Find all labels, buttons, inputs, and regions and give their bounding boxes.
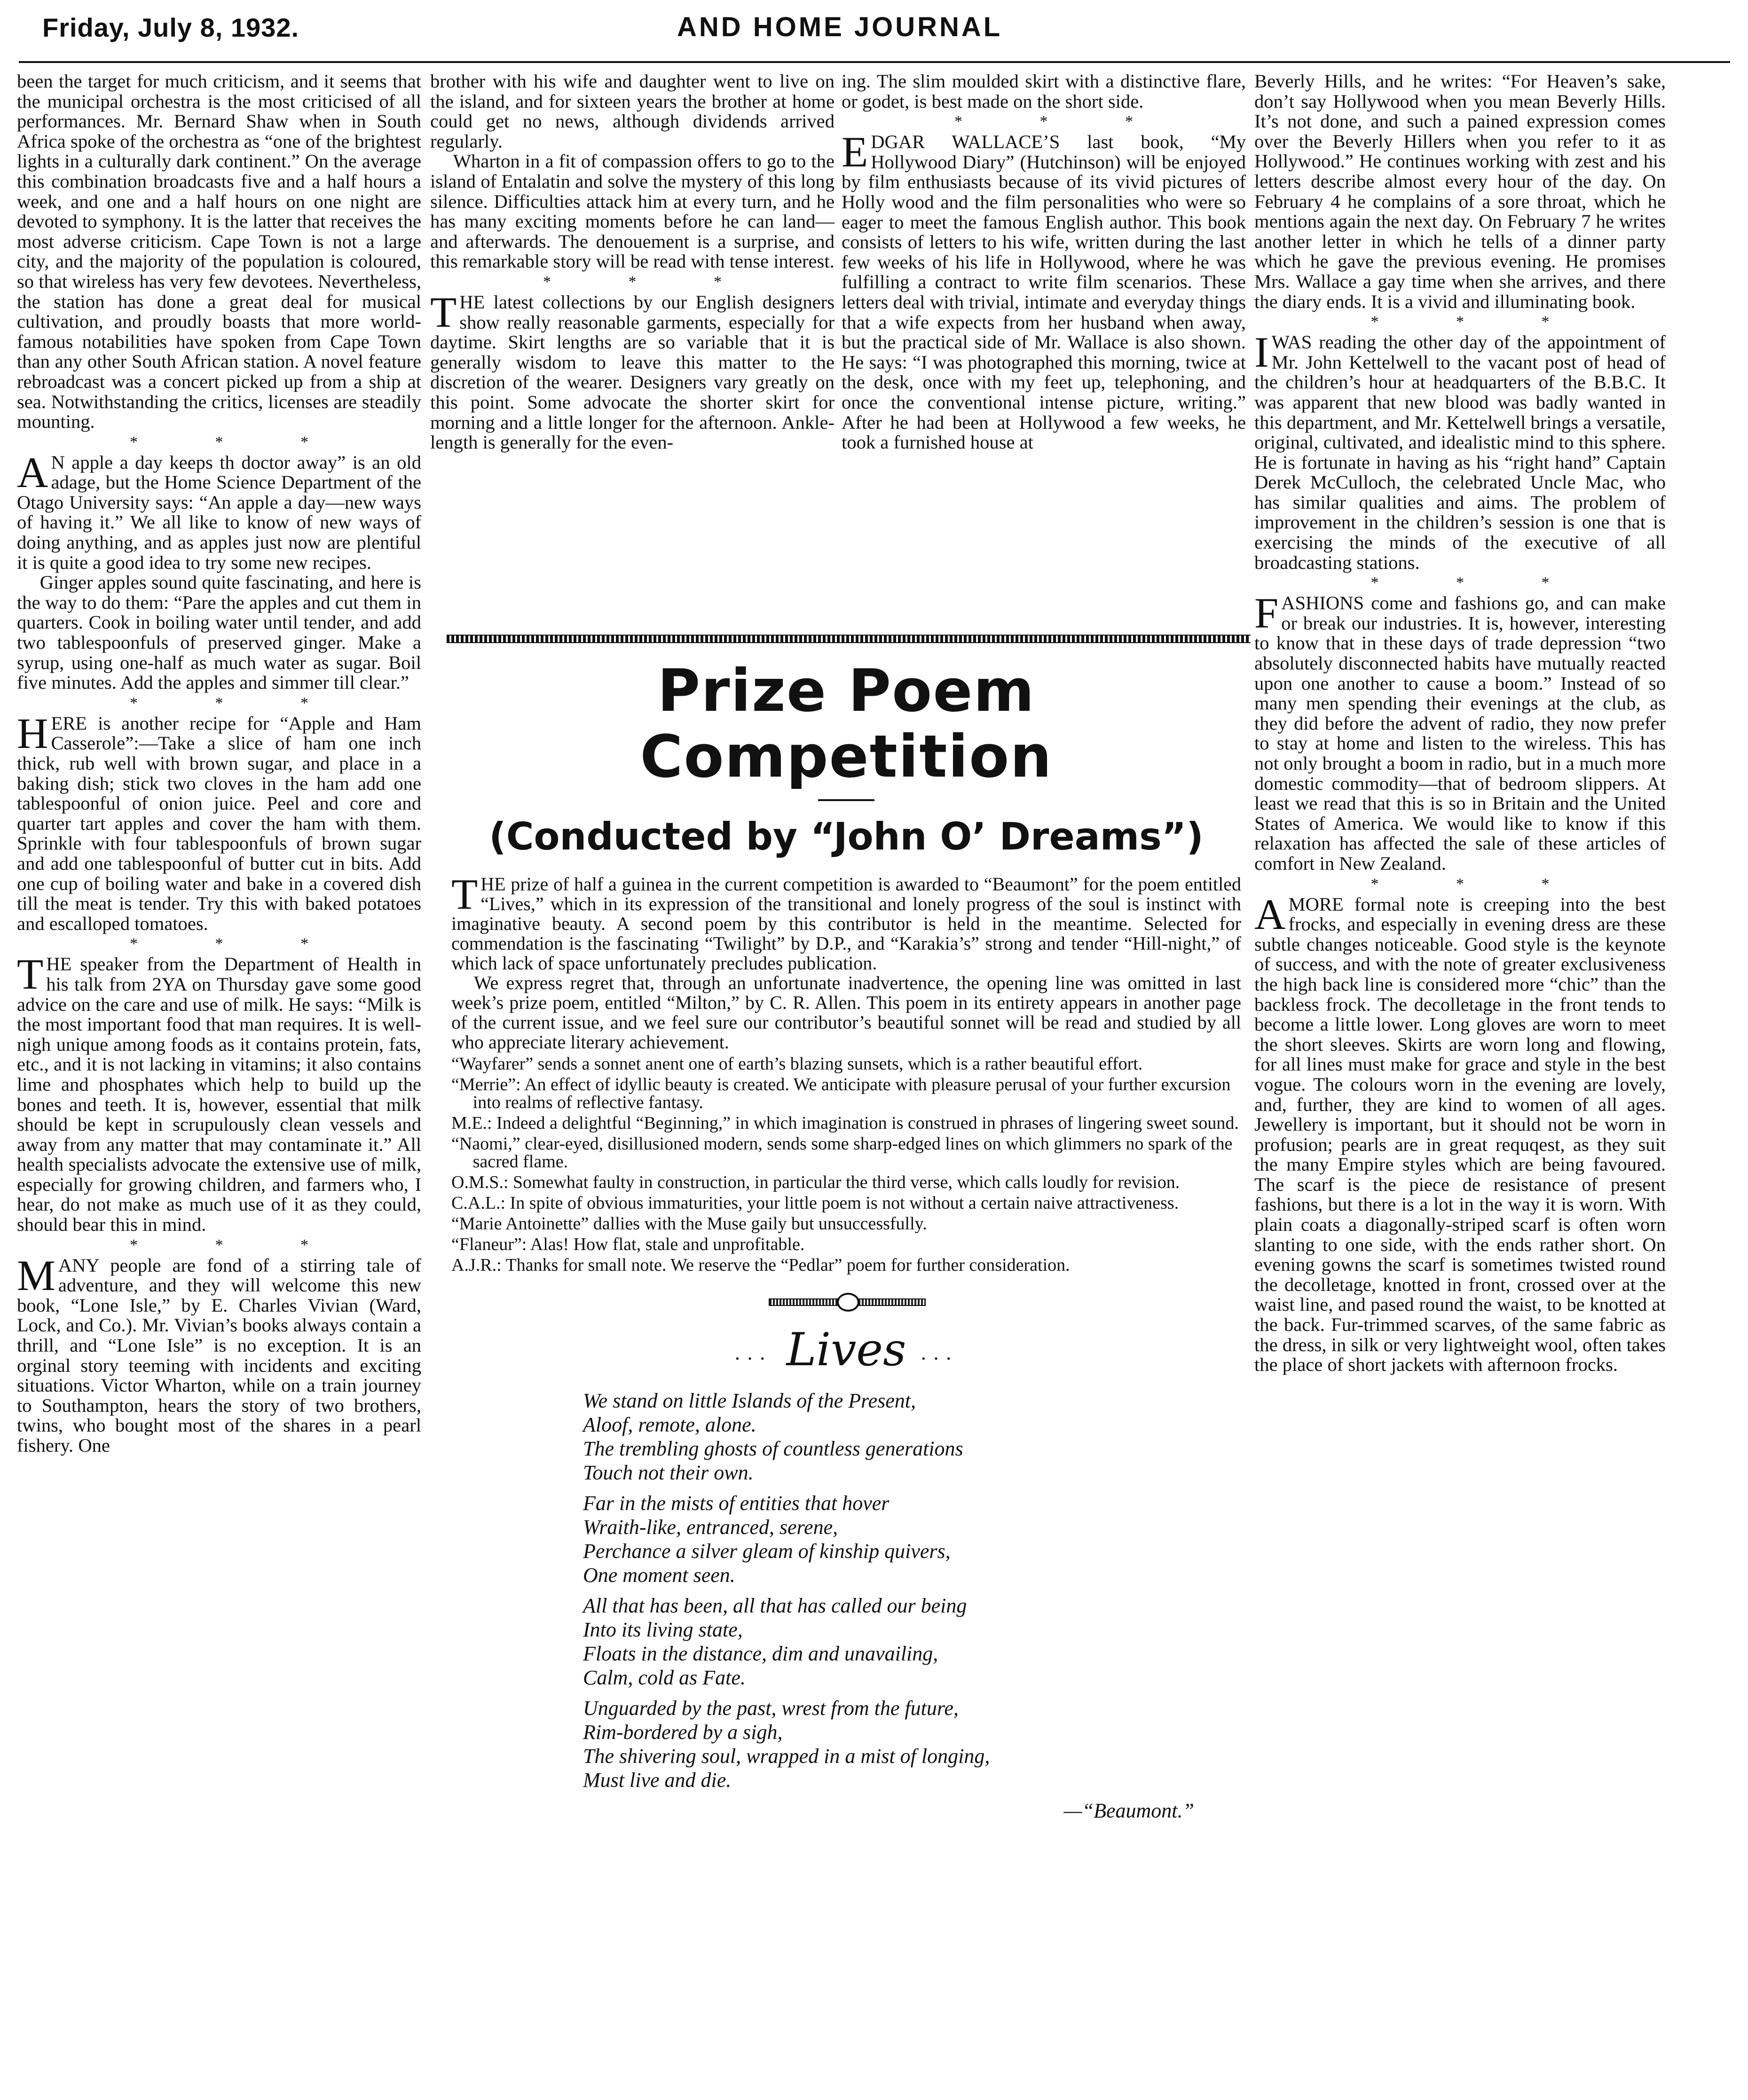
title-dots: ... — [734, 1343, 772, 1364]
article-milk — [17, 950, 421, 1235]
section-divider: * * * — [954, 113, 1170, 131]
poem-line: Aloof, remote, alone. — [583, 1413, 756, 1436]
poem-line: Touch not their own. — [583, 1461, 754, 1484]
critique-item: O.M.S.: Somewhat faulty in construction, in particular the third verse, which calls loudly for revision. — [451, 1172, 1180, 1192]
poem-signature: —“Beaumont.” — [1063, 1799, 1194, 1822]
drop-cap: I — [1254, 328, 1269, 377]
poem-line: Perchance a silver gleam of kinship quivers, — [583, 1540, 951, 1563]
drop-cap: F — [1254, 589, 1279, 637]
section-divider: * * * — [130, 694, 345, 712]
poem-line: Rim-bordered by a sigh, — [583, 1721, 783, 1744]
section-divider: * * * — [543, 273, 758, 291]
poem-line: We stand on little Islands of the Present, — [583, 1389, 916, 1412]
article-casserole-text: ERE is another recipe for “Apple and Ham Casserole”:—Take a slice of ham one inch thick, rub well with brown sugar, and place in a baking dish; stick two cloves in the ham add one tablespoonful of onion juice. Peel and core and quarter tart apples and cover the ham with them. Sprinkle with four tablespoonfuls of brown sugar and add one tablespoonful of butter cut in bits. Add one cup of boiling water and bake in a covered dish till the meat is tender. Try this with baked potatoes and escalloped tomatoes. — [17, 712, 421, 934]
poem-line: The shivering soul, wrapped in a mist of longing, — [583, 1745, 990, 1768]
prize-title: Prize Poem Competition — [640, 657, 1053, 791]
section-rule — [447, 635, 1251, 643]
article-edgar-wallace-text: DGAR WALLACE’S last book, “My Hollywood Diary” (Hutchinson) will be enjoyed by film enthusiasts because of its vivid pictures of Holly wood and the film personalities who were so eager to meet the famous English author. This book consists of letters to his wife, written during the last few weeks of his life in Hollywood, where he was fulfilling a contract to write film scenarios. These letters deal with trivial, intimate and everyday things that a wife expects from her husband when away, but the practical side of Mr. Wallace is also shown. He says: “I was photographed this morning, twice at the desk, once with my feet up, telephoning, and once the conventional intense picture, writing.” After he had been at Hollywood a few weeks, he took a furnished house at — [842, 131, 1246, 453]
article-formal-note — [1254, 890, 1666, 1376]
drop-cap: M — [17, 1251, 55, 1299]
title-dots: ... — [920, 1343, 959, 1364]
article-kettelwell — [1254, 328, 1666, 573]
ornament-divider — [769, 1293, 924, 1310]
critique-item: “Merrie”: An effect of idyllic beauty is created. We anticipate with pleasure perusal of your further excursion into realms of reflective fantasy. — [451, 1075, 1231, 1112]
column-3 — [842, 71, 1246, 453]
poem-body — [583, 1389, 1251, 1792]
poem-line: Calm, cold as Fate. — [583, 1666, 746, 1689]
article-skirt: ing. The slim moulded skirt with a distinctive flare, or godet, is best made on the short side. — [842, 71, 1246, 112]
article-edgar-wallace — [842, 128, 1246, 453]
poem-line: Floats in the distance, dim and unavailing, — [583, 1642, 938, 1665]
article-apple — [17, 448, 421, 573]
critique-item: A.J.R.: Thanks for small note. We reserve the “Pedlar” poem for further consideration. — [451, 1255, 1070, 1275]
section-divider: * * * — [130, 433, 345, 451]
page-header — [28, 7, 1721, 58]
poem-stanza — [583, 1389, 1251, 1485]
issue-date: Friday, July 8, 1932. — [42, 13, 299, 42]
article-lone-isle-cont: brother with his wife and daughter went to live on the island, and for sixteen years the brother at home could get no news, although dividends arrived regularly. — [430, 71, 835, 152]
poem-line: The trembling ghosts of countless generations — [583, 1437, 963, 1460]
prize-paragraph-text: HE prize of half a guinea in the current competition is awarded to “Beaumont” for the poem entitled “Lives,” which in its expression of the transitional and lonely progress of the soul is instinct with imaginative beauty. A second poem by this contributor is held in the meantime. Selected for commendation is the fascinating “Twilight” by D.P., and “Karakia’s” strong and tender “Hill-night,” of which lack of space unfortunately precludes publication. — [451, 873, 1241, 974]
poem-line: Into its living state, — [583, 1618, 743, 1641]
article-lone-isle-text: ANY people are fond of a stirring tale of adventure, and they will welcome this new book, “Lone Isle,” by E. Charles Vivian (Ward, Lock, and Co.). Mr. Vivian’s books always contain a thrill, and “Lone Isle” is no exception. It is an orginal story teeming with incidents and exciting situations. Victor Wharton, while on a train journey to Southampton, hears the story of two brothers, twins, who bought most of the shares in a pearl fishery. One — [17, 1254, 421, 1456]
article-cape-town: been the target for much criticism, and it seems that the municipal orchestra is the most criticised of all performances. Mr. Bernard Shaw when in South Africa spoke of the orchestra as “one of the brightest lights in a culturally dark continent.” On the average this combination broadcasts five and a half hours a week, and one and a half hours on one night are devoted to symphony. It is the latter that receives the most adverse criticism. Cape Town is not a large city, and the majority of the population is coloured, so that wireless has very few devotees. Nevertheless, the station has done a great deal for musical cultivation, and proudly boasts that more world-famous notabilities have spoken from Cape Town than any other South African station. A novel feature rebroadcast was a concert picked up from a ship at sea. Notwithstanding the critics, licenses are steadily mounting. — [17, 71, 421, 433]
article-designers — [430, 288, 835, 453]
column-4 — [1254, 71, 1666, 1375]
drop-cap: H — [17, 709, 48, 757]
poem-stanza — [583, 1696, 1251, 1792]
article-wharton: Wharton in a fit of compassion offers to go to the island of Entalatin and solve the mystery of this long silence. Difficulties attack him at every turn, and he has many exciting moments before he can land—and afterwards. The denouement is a surprise, and this remarkable story will be read with tense interest. — [430, 150, 835, 272]
journal-title: AND HOME JOURNAL — [677, 12, 1003, 42]
article-kettelwell-text: WAS reading the other day of the appointment of Mr. John Kettelwell to the vacant post of head of the children’s hour at headquarters of the B.B.C. It was apparent that new blood was badly wanted in this department, and Mr. Kettelwell brings a versatile, original, cultivated, and idealistic mind to this sphere. He is fortunate in having as his “right hand” Captain Derek McCulloch, the celebrated Uncle Mac, who has similar qualities and aims. The problem of improvement in the children’s session is one that is exercising the minds of the executive of all broadcasting stations. — [1254, 331, 1666, 573]
prize-paragraph — [451, 870, 1241, 974]
article-designers-text: HE latest collections by our English designers show really reasonable garments, especially for daytime. Skirt lengths are so variable that it is generally wisdom to leave this matter to the discretion of the wearer. Designers vary greatly on this point. Some advocate the shorter skirt for morning and a little longer for the afternoon. Ankle-length is generally for the even- — [430, 291, 835, 453]
poem-title-text: Lives — [786, 1323, 906, 1376]
title-rule — [818, 799, 874, 801]
drop-cap: T — [451, 870, 478, 918]
poem-line: Far in the mists of entities that hover — [583, 1492, 890, 1515]
section-divider: * * * — [1370, 313, 1586, 331]
poem-line: Unguarded by the past, wrest from the future, — [583, 1697, 959, 1720]
prize-announcement — [442, 870, 1251, 1053]
critique-item: M.E.: Indeed a delightful “Beginning,” in which imagination is construed in phrases of lingering sweet sound. — [451, 1113, 1239, 1133]
poem-stanza — [583, 1491, 1251, 1587]
poem-title — [442, 1324, 1251, 1379]
critique-item: “Flaneur”: Alas! How flat, stale and unprofitable. — [451, 1235, 805, 1254]
article-lone-isle — [17, 1251, 421, 1456]
poem-line: Must live and die. — [583, 1769, 732, 1792]
column-2 — [430, 71, 835, 453]
poem-line: One moment seen. — [583, 1564, 735, 1587]
header-rule — [19, 61, 1730, 63]
article-ginger-apples: Ginger apples sound quite fascinating, and here is the way to do them: “Pare the apples and cut them in quarters. Cook in boiling water until tender, and add two tablespoonfuls of preserved ginger. Make a syrup, using one-half as much water as sugar. Boil five minutes. Add the apples and simmer till clear.” — [17, 572, 421, 693]
section-divider: * * * — [130, 1236, 345, 1254]
poem-line: Wraith-like, entranced, serene, — [583, 1516, 838, 1539]
prize-poem-section — [442, 658, 1251, 1823]
article-beverly-hills: Beverly Hills, and he writes: “For Heaven’s sake, don’t say Hollywood when you mean Beverly Hills. It’s not done, and such a pained expression comes over the Beverly Hillers when you refer to it as Hollywood.” He continues working with zest and his letters describe almost every hour of the day. On February 4 he complains of a sore throat, which he mentions again the next day. On February 7 he writes another letter in which he tells of a dinner party which he gave the previous evening. He promises Mrs. Wallace a gay time when she arrives, and there the diary ends. It is a vivid and illuminating book. — [1254, 71, 1666, 312]
section-divider: * * * — [1370, 875, 1586, 893]
article-casserole — [17, 709, 421, 934]
critique-item: “Marie Antoinette” dallies with the Muse gaily but unsuccessfully. — [451, 1214, 927, 1234]
article-milk-text: HE speaker from the Department of Health in his talk from 2YA on Thursday gave some good advice on the care and use of milk. He says: “Milk is the most important food that man requires. It is well-nigh unique among foods as it contains protein, fats, etc., and it is not lacking in vitamins; it also contains lime and phosphates which help to build up the bones and teeth. It is, however, essential that milk should be kept in scrupulously clean vessels and away from any matter that may contaminate it.” All health specialists advocate the extensive use of milk, especially for growing children, and farmers who, I hear, do not make as much use of it as they could, should bear this in mind. — [17, 953, 421, 1235]
article-fashions-text: ASHIONS come and fashions go, and can make or break our industries. It is, however, interesting to know that in these days of trade depression “two absolutely disconnected habits have mutually reacted upon one another to cause a boom.” Instead of so many men spending their evenings at the club, as they did before the advent of radio, they now prefer to stay at home and listen to the wireless. This has not only brought a boom in radio, but in a much more domestic commodity—that of bedroom slippers. At least we read that this is so in Britain and the United States of America. We would like to know if this relaxation has affected the sale of these articles of comfort in New Zealand. — [1254, 592, 1666, 874]
article-fashions — [1254, 589, 1666, 874]
column-1 — [17, 71, 421, 1456]
article-formal-note-text: MORE formal note is creeping into the best frocks, and especially in evening dress are these subtle changes noticeable. Good style is the keynote of success, and with the note of greater exclusiveness the high back line is considered more “chic” than the backless frock. The decolletage in the front tends to become a little lower. Long gloves are worn to meet the short sleeves. Skirts are worn long and flowing, for all lines must make for grace and style in the best vogue. The colours worn in the evening are lovely, and, further, they are kind to women of all ages. Jewellery is important, but it should not be worn in profusion; pearls are in great requqest, as they suit the many Empire styles which are being favoured. The scarf is the piece de resistance of present fashions, but there is a lot in the way it is worn. With plain coats a diagonally-striped scarf is often worn slanting to one side, with the ends rather short. On evening gowns the scarf is sometimes twisted round the decolletage, knotted in front, crossed over at the waist line, and pased round the waist, to be knotted at the back. Fur-trimmed scarves, of the same fabric as the dress, in silk or very lightweight wool, often takes the place of short jackets with afternoon frocks. — [1254, 893, 1666, 1376]
drop-cap: E — [842, 128, 868, 176]
critique-item: “Wayfarer” sends a sonnet anent one of earth’s blazing sunsets, which is a rather beautiful effort. — [451, 1054, 1143, 1074]
poem-line: All that has been, all that has called our being — [583, 1594, 967, 1617]
drop-cap: T — [17, 950, 44, 999]
section-divider: * * * — [1370, 574, 1586, 592]
prize-subtitle: (Conducted by “John O’ Dreams”) — [489, 815, 1204, 858]
drop-cap: T — [430, 288, 457, 336]
milton-apology: We express regret that, through an unfortunate inadvertence, the opening line was omitted in last week’s prize poem, entitled “Milton,” by C. R. Allen. This poem in its entirety appears in another page of the current issue, and we feel sure our contributor’s beautiful sonnet will be read and studied by all who appreciate literary achievement. — [451, 972, 1241, 1053]
article-apple-text: N apple a day keeps th doctor away” is an old adage, but the Home Science Department of the Otago University says: “An apple a day—new ways of having it.” We all like to know of new ways of doing anything, and as apples just now are plentiful it is quite a good idea to try some new recipes. — [17, 451, 421, 573]
section-divider: * * * — [130, 935, 345, 953]
critique-list — [451, 1055, 1241, 1274]
ornament-knot — [837, 1293, 859, 1312]
poem-stanza — [583, 1594, 1251, 1690]
critique-item: C.A.L.: In spite of obvious immaturities, your little poem is not without a certain naive attractiveness. — [451, 1193, 1179, 1213]
drop-cap: A — [17, 448, 48, 496]
critique-item: “Naomi,” clear-eyed, disillusioned modern, sends some sharp-edged lines on which glimmers no spark of the sacred flame. — [451, 1134, 1233, 1172]
drop-cap: A — [1254, 890, 1286, 938]
